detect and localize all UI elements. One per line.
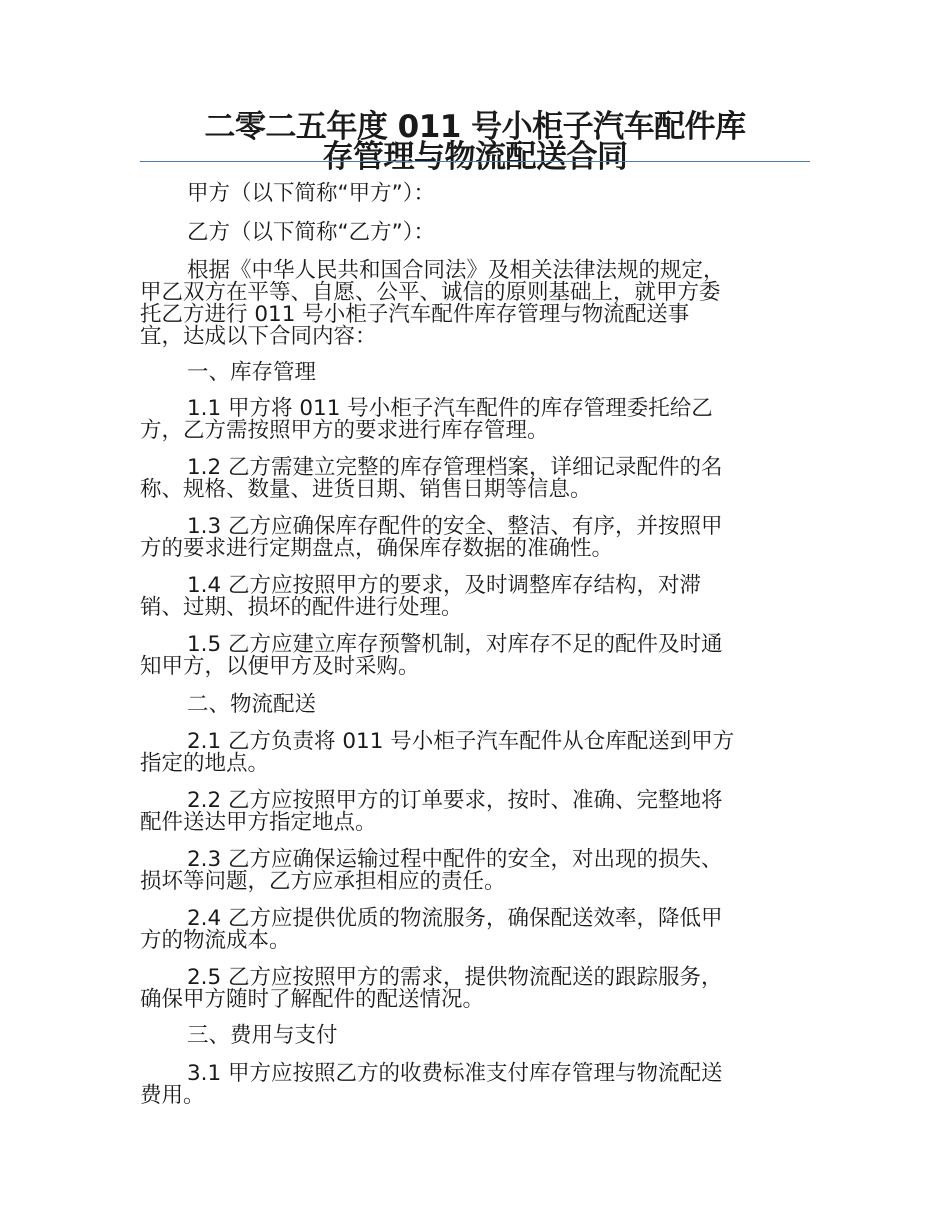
intro-line: 宜，达成以下合同内容： bbox=[140, 324, 377, 349]
clause-line: 1.1 甲方将 011 号小柜子汽车配件的库存管理委托给乙 bbox=[187, 396, 713, 421]
intro-line: 托乙方进行 011 号小柜子汽车配件库存管理与物流配送事 bbox=[140, 302, 690, 327]
clause-line: 方，乙方需按照甲方的要求进行库存管理。 bbox=[140, 418, 549, 443]
clause-line: 2.4 乙方应提供优质的物流服务，确保配送效率，降低甲 bbox=[187, 906, 723, 931]
clause-2-3 bbox=[140, 849, 810, 893]
clause-line: 2.5 乙方应按照甲方的需求，提供物流配送的跟踪服务， bbox=[187, 965, 723, 990]
clause-2-1 bbox=[140, 731, 810, 775]
clause-1-4 bbox=[140, 575, 810, 619]
clause-line: 配件送达甲方指定地点。 bbox=[140, 810, 377, 835]
title-underline bbox=[140, 161, 810, 162]
clause-2-2 bbox=[140, 790, 810, 834]
clause-line: 1.3 乙方应确保库存配件的安全、整洁、有序，并按照甲 bbox=[187, 514, 723, 539]
document-title bbox=[140, 109, 810, 175]
clause-3-1 bbox=[140, 1063, 810, 1107]
clause-line: 指定的地点。 bbox=[140, 751, 270, 776]
clause-1-5 bbox=[140, 634, 810, 678]
clause-line: 方的要求进行定期盘点，确保库存数据的准确性。 bbox=[140, 536, 614, 561]
section-heading-logistics: 二、物流配送 bbox=[187, 692, 317, 717]
intro-paragraph bbox=[140, 260, 810, 348]
clause-1-3 bbox=[140, 516, 810, 560]
section-heading-inventory: 一、库存管理 bbox=[187, 360, 317, 385]
clause-line: 知甲方，以便甲方及时采购。 bbox=[140, 654, 420, 679]
clause-line: 1.5 乙方应建立库存预警机制，对库存不足的配件及时通 bbox=[187, 632, 723, 657]
clause-2-5 bbox=[140, 967, 810, 1011]
title-line-2: 存管理与物流配送合同 bbox=[322, 139, 628, 175]
clause-line: 2.3 乙方应确保运输过程中配件的安全，对出现的损失、 bbox=[187, 847, 723, 872]
party-b-line: 乙方（以下简称“乙方”）： bbox=[187, 220, 436, 245]
clause-line: 1.4 乙方应按照甲方的要求，及时调整库存结构，对滞 bbox=[187, 573, 702, 598]
clause-line: 确保甲方随时了解配件的配送情况。 bbox=[140, 987, 485, 1012]
title-line-1: 二零二五年度 011 号小柜子汽车配件库 bbox=[204, 109, 746, 145]
clause-1-1 bbox=[140, 398, 810, 442]
intro-line: 甲乙双方在平等、自愿、公平、诚信的原则基础上，就甲方委 bbox=[140, 280, 721, 305]
clause-line: 2.1 乙方负责将 011 号小柜子汽车配件从仓库配送到甲方 bbox=[187, 729, 735, 754]
clause-2-4 bbox=[140, 908, 810, 952]
clause-line: 3.1 甲方应按照乙方的收费标准支付库存管理与物流配送 bbox=[187, 1061, 723, 1086]
clause-line: 1.2 乙方需建立完整的库存管理档案，详细记录配件的名 bbox=[187, 455, 723, 480]
section-heading-fees: 三、费用与支付 bbox=[187, 1023, 338, 1048]
clause-1-2 bbox=[140, 457, 810, 501]
clause-line: 方的物流成本。 bbox=[140, 928, 291, 953]
clause-line: 损坏等问题，乙方应承担相应的责任。 bbox=[140, 869, 506, 894]
clause-line: 销、过期、损坏的配件进行处理。 bbox=[140, 595, 463, 620]
intro-line: 根据《中华人民共和国合同法》及相关法律法规的规定， bbox=[187, 258, 725, 283]
clause-line: 费用。 bbox=[140, 1083, 205, 1108]
clause-line: 2.2 乙方应按照甲方的订单要求，按时、准确、完整地将 bbox=[187, 788, 723, 813]
clause-line: 称、规格、数量、进货日期、销售日期等信息。 bbox=[140, 477, 592, 502]
party-a-line: 甲方（以下简称“甲方”）： bbox=[187, 181, 436, 206]
